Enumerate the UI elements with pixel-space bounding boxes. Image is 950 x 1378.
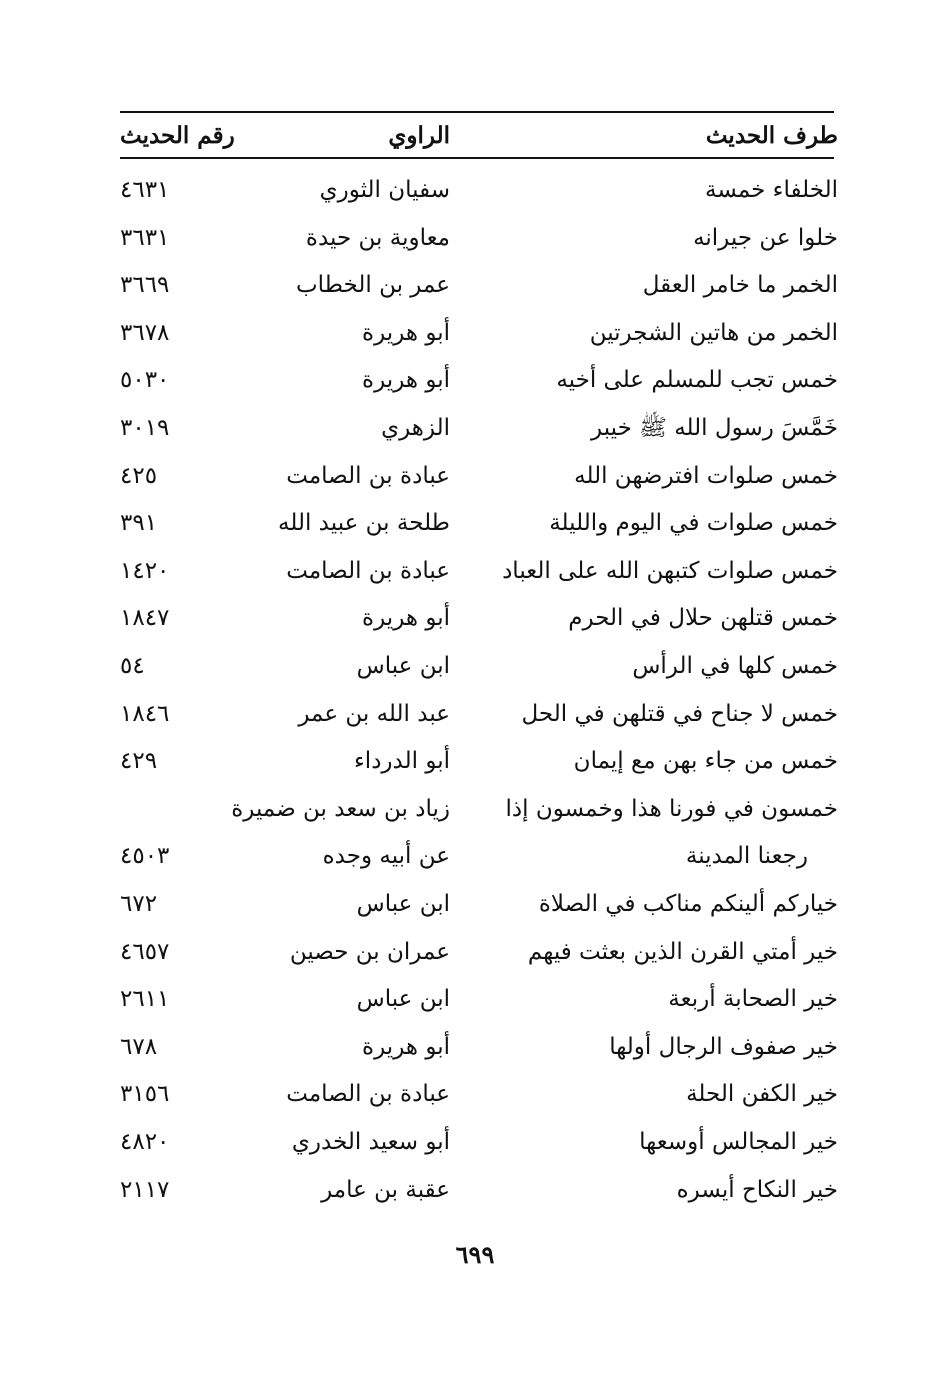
table-row: [120, 360, 838, 400]
hadith-text: خَمَّسَ رسول الله ﷺ خيبر: [591, 415, 838, 441]
narrator: عبادة بن الصامت: [286, 462, 450, 489]
table-row: [120, 979, 838, 1019]
hadith-text: خمسون في فورنا هذا وخمسون إذا: [505, 795, 838, 822]
hadith-number: ٤٢٩: [120, 748, 158, 775]
header-hadith-text: طرف الحديث: [705, 122, 838, 149]
hadith-text: خير الصحابة أربعة: [668, 986, 838, 1013]
narrator: أبو هريرة: [362, 319, 450, 346]
narrator: عمران بن حصين: [289, 938, 450, 965]
hadith-number: ٤٥٠٣: [120, 843, 170, 870]
hadith-number: ٣٦٧٨: [120, 319, 170, 346]
narrator: أبو سعيد الخدري: [291, 1129, 450, 1155]
narrator: الزهري: [381, 415, 450, 441]
hadith-text: خير الكفن الحلة: [686, 1081, 838, 1108]
hadith-number: ٥٤: [120, 653, 145, 679]
table-row: [120, 408, 838, 448]
hadith-number: ٤٦٣١: [120, 177, 170, 203]
page-number: ٦٩٩: [455, 1240, 495, 1269]
hadith-text: خير صفوف الرجال أولها: [609, 1033, 838, 1060]
hadith-number: ٤٢٥: [120, 462, 158, 489]
table-row: [120, 789, 838, 829]
narrator: سفيان الثوري: [319, 177, 450, 203]
hadith-number: ٢٦١١: [120, 986, 170, 1013]
hadith-number: ٢١١٧: [120, 1176, 170, 1203]
table-row: [120, 218, 838, 258]
narrator: عمر بن الخطاب: [295, 272, 450, 299]
hadith-text: خمس صلوات كتبهن الله على العباد: [502, 557, 838, 584]
table-row: [120, 265, 838, 305]
hadith-text: خير أمتي القرن الذين بعثت فيهم: [527, 938, 838, 965]
hadith-number: ٣١٥٦: [120, 1081, 170, 1108]
table-row: [120, 1122, 838, 1162]
table-row: [120, 598, 838, 638]
header-hadith-number: رقم الحديث: [120, 122, 235, 149]
hadith-text: الخمر ما خامر العقل: [642, 272, 838, 299]
header-rule: [120, 157, 834, 159]
hadith-number: ١٨٤٧: [120, 605, 170, 632]
narrator: معاوية بن حيدة: [305, 224, 450, 251]
table-row: [120, 1074, 838, 1114]
hadith-text: خمس تجب للمسلم على أخيه: [556, 367, 838, 394]
hadith-number: ٣٩١: [120, 510, 158, 537]
narrator: عقبة بن عامر: [321, 1176, 450, 1203]
hadith-text: خير النكاح أيسره: [676, 1176, 838, 1203]
hadith-text: خياركم ألينكم مناكب في الصلاة: [538, 891, 838, 917]
table-row: [120, 884, 838, 924]
hadith-text: الخلفاء خمسة: [705, 177, 838, 203]
narrator: أبو الدرداء: [353, 748, 450, 775]
hadith-text: خمس لا جناح في قتلهن في الحل: [521, 700, 838, 727]
hadith-text: خمس صلوات في اليوم والليلة: [549, 510, 838, 537]
hadith-text: خير المجالس أوسعها: [639, 1129, 838, 1155]
hadith-number: ٣٦٣١: [120, 224, 170, 251]
table-row: [120, 456, 838, 496]
narrator: ابن عباس: [356, 986, 450, 1013]
narrator: أبو هريرة: [362, 605, 450, 632]
table-row: [120, 836, 838, 876]
hadith-text: الخمر من هاتين الشجرتين: [589, 319, 838, 346]
top-rule: [120, 111, 834, 113]
table-row: [120, 170, 838, 210]
hadith-number: ٤٦٥٧: [120, 938, 170, 965]
narrator: عن أبيه وجده: [322, 843, 450, 870]
hadith-number: ٣٦٦٩: [120, 272, 170, 299]
narrator: أبو هريرة: [362, 367, 450, 394]
hadith-number: ٤٨٢٠: [120, 1129, 170, 1155]
table-row: [120, 551, 838, 591]
hadith-number: ١٤٢٠: [120, 557, 170, 584]
narrator: زياد بن سعد بن ضميرة: [231, 795, 450, 822]
hadith-text: رجعنا المدينة: [685, 843, 808, 870]
narrator: عبد الله بن عمر: [298, 700, 450, 727]
table-row: [120, 1027, 838, 1067]
narrator: طلحة بن عبيد الله: [278, 510, 450, 537]
narrator: أبو هريرة: [362, 1033, 450, 1060]
table-row: [120, 694, 838, 734]
table-row: [120, 1170, 838, 1210]
table-row: [120, 741, 838, 781]
table-row: [120, 503, 838, 543]
narrator: ابن عباس: [356, 891, 450, 917]
hadith-number: ٦٧٨: [120, 1033, 158, 1060]
hadith-number: ٦٧٢: [120, 891, 158, 917]
narrator: عبادة بن الصامت: [286, 1081, 450, 1108]
table-header: [120, 116, 838, 156]
table-row: [120, 932, 838, 972]
narrator: عبادة بن الصامت: [286, 557, 450, 584]
hadith-number: ١٨٤٦: [120, 700, 170, 727]
hadith-text: خمس قتلهن حلال في الحرم: [568, 605, 838, 632]
hadith-text: خلوا عن جيرانه: [693, 224, 838, 251]
hadith-text: خمس من جاء بهن مع إيمان: [573, 748, 838, 775]
narrator: ابن عباس: [356, 653, 450, 679]
table-row: [120, 313, 838, 353]
table-row: [120, 646, 838, 686]
header-narrator: الراوي: [388, 122, 450, 149]
hadith-text: خمس كلها في الرأس: [632, 653, 838, 679]
hadith-number: ٥٠٣٠: [120, 367, 170, 394]
hadith-text: خمس صلوات افترضهن الله: [574, 462, 838, 489]
hadith-number: ٣٠١٩: [120, 415, 170, 441]
